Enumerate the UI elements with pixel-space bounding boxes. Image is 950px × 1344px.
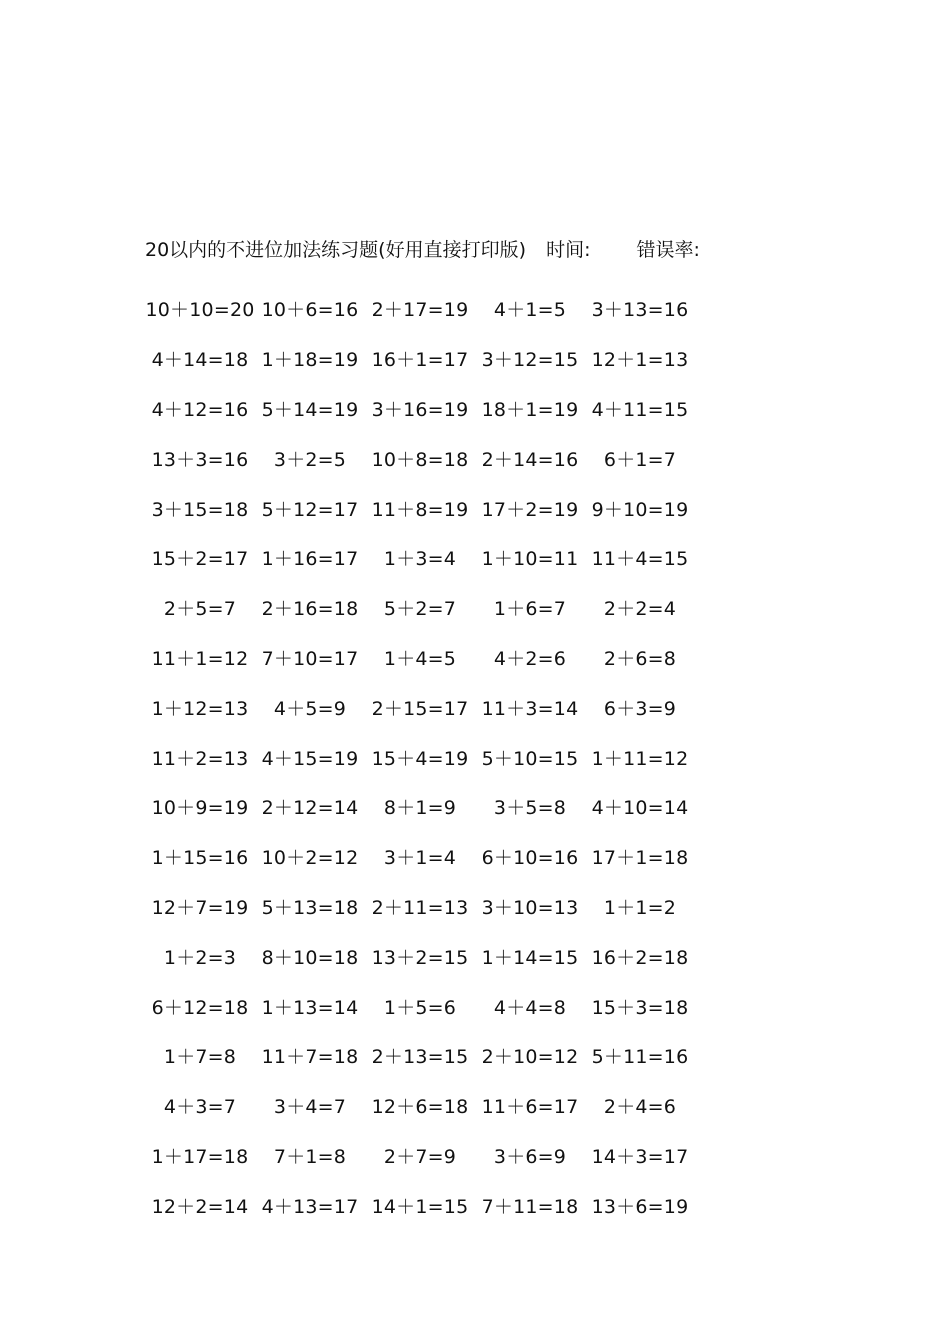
problem-item: 2＋13=15 <box>371 1046 469 1069</box>
problem-item: 11＋2=13 <box>151 747 249 770</box>
problem-item: 6＋10=16 <box>481 847 579 870</box>
problem-item: 1＋10=11 <box>481 548 579 571</box>
problem-item: 4＋14=18 <box>151 349 249 372</box>
problem-item: 3＋10=13 <box>481 896 579 919</box>
problem-item: 10＋9=19 <box>151 797 249 820</box>
problem-item: 5＋12=17 <box>261 498 359 521</box>
problem-row <box>145 782 715 832</box>
problem-item: 3＋2=5 <box>273 448 347 471</box>
problem-item: 5＋13=18 <box>261 896 359 919</box>
problem-item: 5＋2=7 <box>383 598 457 621</box>
problem-item: 2＋5=7 <box>163 598 237 621</box>
problem-row <box>145 1031 715 1081</box>
problem-item: 3＋1=4 <box>383 847 457 870</box>
problem-item: 3＋16=19 <box>371 398 469 421</box>
problem-item: 14＋1=15 <box>371 1195 469 1218</box>
problem-item: 15＋4=19 <box>371 747 469 770</box>
problem-item: 3＋15=18 <box>151 498 249 521</box>
problem-item: 7＋10=17 <box>261 647 359 670</box>
problem-item: 2＋15=17 <box>371 697 469 720</box>
problem-item: 1＋12=13 <box>151 697 249 720</box>
problem-item: 2＋10=12 <box>481 1046 579 1069</box>
problem-item: 12＋6=18 <box>371 1096 469 1119</box>
problem-item: 15＋2=17 <box>151 548 249 571</box>
problem-item: 8＋10=18 <box>261 946 359 969</box>
worksheet-header <box>145 236 700 264</box>
problem-item: 5＋10=15 <box>481 747 579 770</box>
problem-grid <box>145 284 715 1230</box>
problem-item: 6＋3=9 <box>603 697 677 720</box>
problem-item: 4＋15=19 <box>261 747 359 770</box>
problem-row <box>145 981 715 1031</box>
problem-item: 1＋6=7 <box>493 598 567 621</box>
problem-item: 1＋14=15 <box>481 946 579 969</box>
problem-item: 2＋16=18 <box>261 598 359 621</box>
problem-item: 7＋1=8 <box>273 1145 347 1168</box>
problem-item: 11＋3=14 <box>481 697 579 720</box>
problem-item: 15＋3=18 <box>591 996 689 1019</box>
problem-item: 11＋7=18 <box>261 1046 359 1069</box>
problem-item: 1＋2=3 <box>163 946 237 969</box>
problem-item: 3＋5=8 <box>493 797 567 820</box>
problem-item: 10＋6=16 <box>261 299 359 322</box>
problem-row <box>145 1131 715 1181</box>
problem-item: 2＋17=19 <box>371 299 469 322</box>
problem-item: 1＋18=19 <box>261 349 359 372</box>
problem-item: 2＋4=6 <box>603 1096 677 1119</box>
problem-item: 7＋11=18 <box>481 1195 579 1218</box>
problem-row <box>145 1081 715 1131</box>
problem-item: 1＋5=6 <box>383 996 457 1019</box>
problem-row <box>145 633 715 683</box>
problem-row <box>145 1180 715 1230</box>
problem-item: 4＋3=7 <box>163 1096 237 1119</box>
worksheet-title: 20以内的不进位加法练习题(好用直接打印版) <box>145 239 527 261</box>
problem-row <box>145 334 715 384</box>
problem-item: 13＋6=19 <box>591 1195 689 1218</box>
problem-row <box>145 483 715 533</box>
problem-row <box>145 284 715 334</box>
problem-item: 4＋5=9 <box>273 697 347 720</box>
problem-row <box>145 882 715 932</box>
problem-item: 13＋2=15 <box>371 946 469 969</box>
problem-item: 11＋6=17 <box>481 1096 579 1119</box>
problem-item: 16＋2=18 <box>591 946 689 969</box>
problem-item: 1＋3=4 <box>383 548 457 571</box>
problem-item: 4＋10=14 <box>591 797 689 820</box>
problem-item: 5＋14=19 <box>261 398 359 421</box>
problem-item: 4＋12=16 <box>151 398 249 421</box>
problem-item: 4＋1=5 <box>493 299 567 322</box>
problem-item: 4＋4=8 <box>493 996 567 1019</box>
problem-item: 12＋1=13 <box>591 349 689 372</box>
problem-item: 2＋6=8 <box>603 647 677 670</box>
time-label: 时间: <box>546 239 591 261</box>
problem-row <box>145 433 715 483</box>
problem-row <box>145 533 715 583</box>
problem-row <box>145 682 715 732</box>
problem-item: 17＋2=19 <box>481 498 579 521</box>
problem-item: 11＋1=12 <box>151 647 249 670</box>
problem-item: 6＋12=18 <box>151 996 249 1019</box>
problem-item: 9＋10=19 <box>591 498 689 521</box>
problem-item: 5＋11=16 <box>591 1046 689 1069</box>
problem-item: 6＋1=7 <box>603 448 677 471</box>
problem-item: 12＋7=19 <box>151 896 249 919</box>
problem-item: 10＋8=18 <box>371 448 469 471</box>
problem-item: 4＋11=15 <box>591 398 689 421</box>
problem-item: 1＋15=16 <box>151 847 249 870</box>
problem-item: 2＋12=14 <box>261 797 359 820</box>
problem-item: 1＋4=5 <box>383 647 457 670</box>
problem-item: 14＋3=17 <box>591 1145 689 1168</box>
problem-item: 2＋11=13 <box>371 896 469 919</box>
problem-item: 12＋2=14 <box>151 1195 249 1218</box>
problem-item: 3＋12=15 <box>481 349 579 372</box>
problem-item: 4＋13=17 <box>261 1195 359 1218</box>
problem-item: 1＋1=2 <box>603 896 677 919</box>
problem-row <box>145 583 715 633</box>
problem-row <box>145 384 715 434</box>
problem-item: 16＋1=17 <box>371 349 469 372</box>
problem-item: 1＋7=8 <box>163 1046 237 1069</box>
problem-row <box>145 832 715 882</box>
problem-item: 11＋8=19 <box>371 498 469 521</box>
problem-item: 18＋1=19 <box>481 398 579 421</box>
problem-row <box>145 732 715 782</box>
problem-item: 17＋1=18 <box>591 847 689 870</box>
problem-item: 10＋2=12 <box>261 847 359 870</box>
problem-item: 1＋11=12 <box>591 747 689 770</box>
problem-item: 2＋2=4 <box>603 598 677 621</box>
problem-item: 8＋1=9 <box>383 797 457 820</box>
problem-item: 1＋17=18 <box>151 1145 249 1168</box>
problem-item: 3＋6=9 <box>493 1145 567 1168</box>
problem-item: 3＋4=7 <box>273 1096 347 1119</box>
problem-item: 10＋10=20 <box>145 299 255 322</box>
error-rate-label: 错误率: <box>636 239 700 261</box>
problem-item: 4＋2=6 <box>493 647 567 670</box>
problem-item: 2＋14=16 <box>481 448 579 471</box>
problem-row <box>145 931 715 981</box>
problem-item: 1＋16=17 <box>261 548 359 571</box>
problem-item: 3＋13=16 <box>591 299 689 322</box>
problem-item: 13＋3=16 <box>151 448 249 471</box>
problem-item: 2＋7=9 <box>383 1145 457 1168</box>
problem-item: 11＋4=15 <box>591 548 689 571</box>
problem-item: 1＋13=14 <box>261 996 359 1019</box>
